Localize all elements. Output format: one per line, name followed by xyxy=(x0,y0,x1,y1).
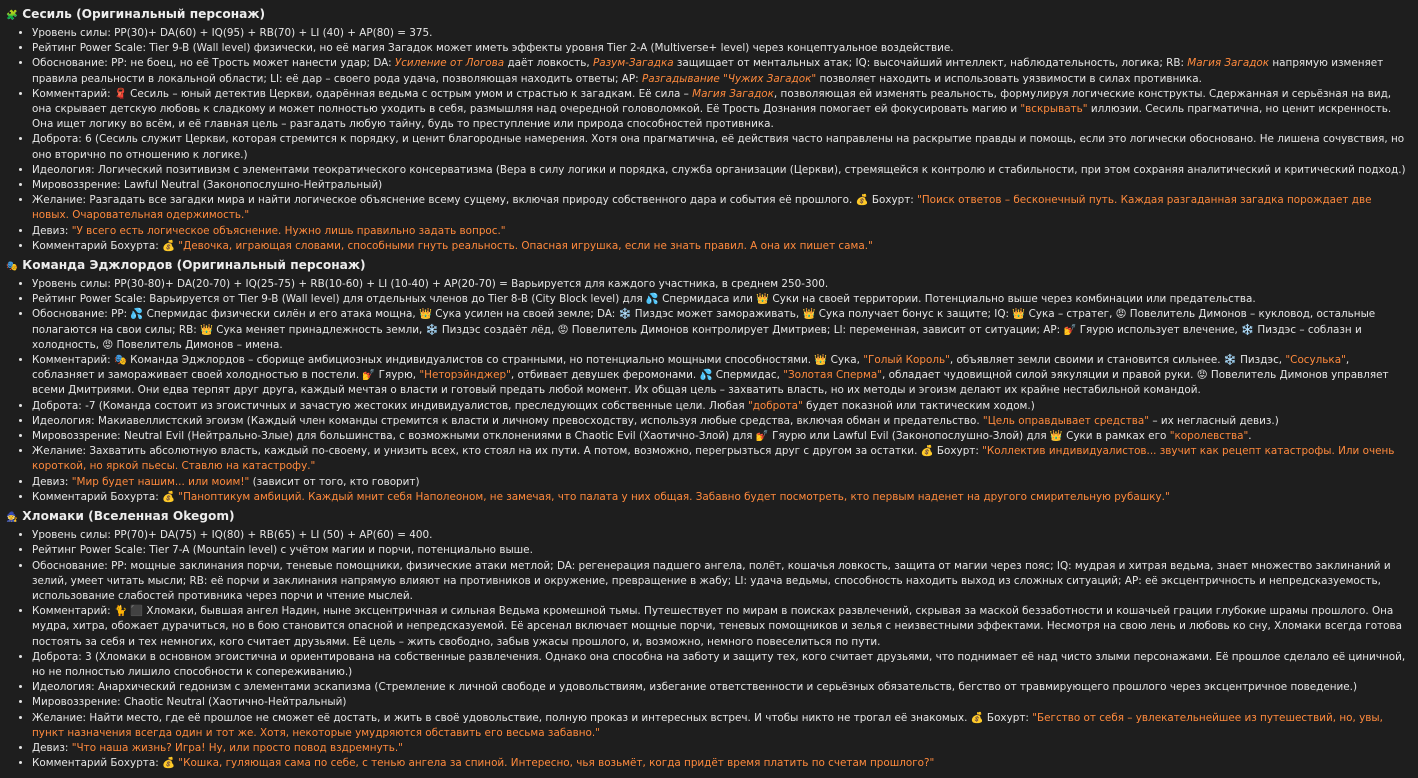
item-label: Идеология: xyxy=(32,414,95,427)
item-text xyxy=(72,742,403,754)
list-item xyxy=(32,353,1408,399)
item-label: Желание: xyxy=(32,711,87,724)
highlight-text: "Паноптикум амбиций. Каждый мнит себя Наполеоном, не замечая, что палата у них общая. Забавно будет посмотреть, кто первым наденет на другого смирительную рубашку." xyxy=(178,490,1170,503)
highlight-text: "Кошка, гуляющая сама по себе, с тенью ангела за спиной. Интересно, чья возьмёт, когда придёт время платить по счетам прошлого?" xyxy=(178,757,935,770)
list-item xyxy=(32,307,1408,353)
list-item xyxy=(32,429,1408,444)
item-label: Комментарий: xyxy=(32,354,111,367)
item-text: Lawful Neutral (Законопослушно-Нейтральный) xyxy=(123,179,383,192)
list-item xyxy=(32,695,1408,710)
item-label: Идеология: xyxy=(32,163,95,176)
list-item xyxy=(32,741,1408,756)
item-label: Доброта: xyxy=(32,399,82,412)
item-text: PP: не боец, но её Трость может нанести удар; DA: Усиление от Логова даёт ловкость, Разум-Загадка защищает от ментальных атак; IQ: высочайший интеллект, наблюдательность, логика; RB: Магия Загадок напрямую изменяет правила реальности в локальной области; LI: её дар – своего рода удача, позволяющая находить ответы; AP: Разгадывание "Чужих Загадок" позволяет находить и использовать уязвимости в силах противника. xyxy=(32,57,1384,85)
list-item xyxy=(32,559,1408,605)
item-text: 🧣 Сесиль – юный детектив Церкви, одарённая ведьма с острым умом и страстью к загадкам. Её сила – Магия Загадок, позволяющая ей изменять реальность, формулируя логические конструкты. Сдержанная и серьёзная на вид, она скрывает детскую любовь к сладкому и может полностью уходить в себя, размышляя над очередной головоломкой. Её Трость Дознания помогает ей фокусировать магию и "вскрывать" иллюзии. Сесиль прагматична, но ценит искренность. Она ищет логику во всём, и её главная цель – разгадать любую тайну, будь то преступление или природа способностей противника. xyxy=(32,87,1392,131)
item-text: Найти место, где её прошлое не сможет её достать, и жить в своё удовольствие, полную проказ и интересных встреч. И чтобы никто не трогал её знакомых. 💰 Бохурт: "Бегство от себя – увлекательнейшее из путешествий, но, увы, пункт назначения всегда один и тот же. Хотя, некоторые умудряются обставить его весьма забавно." xyxy=(32,711,1383,739)
section-title-text: Хломаки (Вселенная Okegom) xyxy=(18,509,235,524)
list-item xyxy=(32,711,1408,741)
section-title-text: Сесиль (Оригинальный персонаж) xyxy=(18,7,266,21)
list-item xyxy=(32,56,1408,86)
item-label: Комментарий: xyxy=(32,87,111,100)
section-list xyxy=(6,528,1408,771)
item-label: Идеология: xyxy=(32,681,95,694)
list-item xyxy=(32,193,1408,223)
list-item xyxy=(32,292,1408,307)
item-label: Рейтинг Power Scale: xyxy=(32,42,146,55)
item-text: Варьируется от Tier 9-B (Wall level) для отдельных членов до Tier 8-B (City Block level) для 💦 Спермидаса или 👑 Суки на своей территории. Потенциально выше через комбинации или предательства. xyxy=(149,293,1256,306)
list-item xyxy=(32,650,1408,680)
highlight-text: "Что наша жизнь? Игра! Ну, или просто повод вздремнуть." xyxy=(71,741,403,754)
item-text: PP: мощные заклинания порчи, теневые помощники, физические атаки метлой; DA: регенерация падшего ангела, полёт, кошачья ловкость, защита от магии через пояс; IQ: мудрая и хитрая ведьма, знает множество заклинаний и зелий, умеет читать мысли; RB: её порчи и заклинания напрямую влияют на противников и окружение, превращение в жабу; LI: удача ведьмы, способность находить выход из сложных ситуаций; AP: её эксцентричность и непредсказуемость, использование слабостей противника через порчи и чтение мыслей. xyxy=(32,559,1391,602)
item-label: Мировоззрение: xyxy=(32,696,121,709)
item-label: Мировоззрение: xyxy=(32,179,121,192)
highlight-text: "доброта" xyxy=(747,399,803,412)
section-title xyxy=(6,257,1408,275)
highlight-text: "Девочка, играющая словами, способными гнуть реальность. Опасная игрушка, если не знать правил. А она их пишет сама." xyxy=(178,239,873,252)
item-label: Рейтинг Power Scale: xyxy=(32,293,146,306)
highlight-text: Магия Загадок xyxy=(1187,57,1270,70)
section-emoji-icon: 🧙 xyxy=(6,512,18,524)
section-list xyxy=(6,277,1408,505)
item-text: 💰 "Девочка, играющая словами, способными гнуть реальность. Опасная игрушка, если не знать правил. А она их пишет сама." xyxy=(162,239,873,252)
highlight-text: "Поиск ответов – бесконечный путь. Каждая разгаданная загадка порождает две новых. Очаровательная одержимость." xyxy=(32,194,1372,222)
item-label: Девиз: xyxy=(32,475,69,488)
item-label: Обоснование: xyxy=(32,308,108,321)
highlight-text: Усиление от Логова xyxy=(394,57,505,70)
section-list xyxy=(6,26,1408,254)
item-text: Tier 9-B (Wall level) физически, но её магия Загадок может иметь эффекты уровня Tier 2-A (Multiverse+ level) через концептуальное воздействие. xyxy=(149,42,954,55)
item-text: 🎭 Команда Эджлордов – сборище амбициозных индивидуалистов со странными, но потенциально мощными способностями. 👑 Сука, "Голый Король", объявляет земли своими и становится сильнее. ❄️ Пиздэс, "Сосулька", соблазняет и замораживает своей холодностью в постели. 💅 Гяурю, "Неторэйнджер", отбивает девушек феромонами. 💦 Спермидас, "Золотая Сперма", обладает чудовищной силой эякуляции и правой руки. 😡 Повелитель Димонов управляет всеми Дмитриями. Они едва терпят друг друга, каждый мечтая о власти и готовый предать любой момент. Их общая цель – захватить власть, но их методы и эгоизм делают их крайне нестабильной командой. xyxy=(32,354,1389,397)
item-label: Комментарий Бохурта: xyxy=(32,239,159,252)
item-text: Макиавеллистский эгоизм (Каждый член команды стремится к власти и личному превосходству, используя любые средства, включая обман и предательство. "Цель оправдывает средства" – их негласный девиз.) xyxy=(97,414,1279,427)
item-label: Комментарий Бохурта: xyxy=(32,490,159,503)
highlight-text: Магия Загадок xyxy=(692,87,774,100)
item-label: Комментарий: xyxy=(32,605,111,618)
item-text: PP: 💦 Спермидас физически силён и его атака мощна, 👑 Сука усилен на своей земле; DA: ❄️ Пиздэс может замораживать, 👑 Сука получает бонус к защите; IQ: 👑 Сука – стратег, 😡 Повелитель Димонов – кукловод, остальные полагаются на свои силы; RB: 👑 Сука меняет принадлежность земли, ❄️ Пиздэс создаёт лёд, 😡 Повелитель Димонов контролирует Дмитриев; LI: переменная, зависит от ситуации; AP: 💅 Гяурю использует влечение, ❄️ Пиздэс – соблазн и холодность, 😡 Повелитель Димонов – имена. xyxy=(32,308,1376,351)
item-label: Доброта: xyxy=(32,133,82,146)
item-text: Анархический гедонизм с элементами эскапизма (Стремление к личной свободе и удовольствиям, избегание ответственности и серьёзных обязательств, бегство от травмирующего прошлого через эксцентричное поведение.) xyxy=(97,681,1358,694)
highlight-text: "Золотая Сперма" xyxy=(783,369,882,382)
item-text: Разгадать все загадки мира и найти логическое объяснение всему сущему, включая природу собственного дара и события её прошлого. 💰 Бохурт: "Поиск ответов – бесконечный путь. Каждая разгаданная загадка порождает две новых. Очаровательная одержимость." xyxy=(32,194,1372,222)
item-label: Комментарий Бохурта: xyxy=(32,757,159,770)
item-label: Девиз: xyxy=(32,741,69,754)
list-item xyxy=(32,543,1408,558)
item-label: Доброта: xyxy=(32,650,82,663)
item-text: 6 (Сесиль служит Церкви, которая стремится к порядку, и ценит благородные намерения. Хотя она прагматична, её действия часто направлены на раскрытие правды и помощь, если это логически обосновано. Не лишена сочувствия, но оно вторично по отношению к логике.) xyxy=(32,133,1405,161)
section-emoji-icon: 🎭 xyxy=(6,261,18,273)
list-item xyxy=(32,604,1408,650)
item-text: PP(70)+ DA(75) + IQ(80) + RB(65) + LI (50) + AP(60) = 400. xyxy=(114,529,433,542)
item-text: Neutral Evil (Нейтрально-Злые) для большинства, с возможными отклонениями в Chaotic Evil (Хаотично-Злой) для 💅 Гяурю или Lawful Evil (Законопослушно-Злой) для 👑 Суки в рамках его "королевства". xyxy=(123,430,1252,443)
item-text: -7 (Команда состоит из эгоистичных и зачастую жестоких индивидуалистов, преследующих собственные цели. Любая "доброта" будет показной или тактическим ходом.) xyxy=(85,399,1035,412)
highlight-text: "Бегство от себя – увлекательнейшее из путешествий, но, увы, пункт назначения всегда один и тот же. Хотя, некоторые умудряются обставить его весьма забавно." xyxy=(32,711,1383,739)
item-text: Chaotic Neutral (Хаотично-Нейтральный) xyxy=(123,696,347,709)
list-item xyxy=(32,163,1408,178)
list-item xyxy=(32,444,1408,474)
list-item xyxy=(32,680,1408,695)
list-item xyxy=(32,87,1408,133)
list-item xyxy=(32,277,1408,292)
highlight-text: "Неторэйнджер" xyxy=(419,369,511,382)
highlight-text: "Цель оправдывает средства" xyxy=(982,414,1150,427)
list-item xyxy=(32,414,1408,429)
item-text xyxy=(72,225,506,237)
item-label: Обоснование: xyxy=(32,559,108,572)
item-text: Захватить абсолютную власть, каждый по-своему, и унизить всех, кто стоял на их пути. А потом, возможно, перегрызться друг с другом за остатки. 💰 Бохурт: "Коллектив индивидуалистов... звучит как рецепт катастрофы. Или очень короткой, но яркой пьесы. Ставлю на катастрофу." xyxy=(32,445,1395,473)
list-item xyxy=(32,490,1408,505)
section-title xyxy=(6,6,1408,24)
list-item xyxy=(32,224,1408,239)
highlight-text: Разум-Загадка xyxy=(593,57,674,70)
item-text: "Мир будет нашим... или моим!" (зависит от того, кто говорит) xyxy=(71,475,420,488)
highlight-text: "Коллектив индивидуалистов... звучит как рецепт катастрофы. Или очень короткой, но яркой пьесы. Ставлю на катастрофу." xyxy=(32,445,1395,473)
item-label: Рейтинг Power Scale: xyxy=(32,544,146,557)
highlight-text: "Голый Король" xyxy=(863,354,950,367)
item-label: Уровень силы: xyxy=(32,529,111,542)
item-text: Tier 7-A (Mountain level) с учётом магии и порчи, потенциально выше. xyxy=(149,544,533,557)
list-item xyxy=(32,756,1408,771)
item-text: 3 (Хломаки в основном эгоистична и ориентирована на собственные развлечения. Однако она способна на заботу и защиту тех, кого считает друзьями, что поднимает её над чисто злыми персонажами. Её прошлое сделало её циничной, но не полностью лишило способности к сопереживанию.) xyxy=(32,650,1406,678)
item-text: 🐈 ⬛ Хломаки, бывшая ангел Надин, ныне эксцентричная и сильная Ведьма кромешной тьмы. Путешествует по мирам в поисках развлечений, скрывая за маской беззаботности и кошачьей грации глубокие шрамы прошлого. Она мудра, хитра, обожает дурачиться, но в бою становится опасной и непредсказуемой. Её арсенал включает мощные порчи, теневых помощников и зелья с неизвестными эффектами. Несмотря на свою лень и любовь ко сну, Хломаки всегда готова постоять за себя и тех немногих, кого считает друзьями. Её цель – жить свободно, забыв ужасы прошлого, и, возможно, немного повеселиться по пути. xyxy=(32,605,1402,648)
list-item xyxy=(32,528,1408,543)
item-label: Уровень силы: xyxy=(32,27,111,39)
section-title xyxy=(6,508,1408,526)
section-emoji-icon: 🧩 xyxy=(6,10,18,21)
item-label: Мировоззрение: xyxy=(32,430,121,443)
item-text: 💰 "Кошка, гуляющая сама по себе, с тенью ангела за спиной. Интересно, чья возьмёт, когда придёт время платить по счетам прошлого?" xyxy=(162,757,935,770)
item-text: 💰 "Паноптикум амбиций. Каждый мнит себя Наполеоном, не замечая, что палата у них общая. Забавно будет посмотреть, кто первым наденет на другого смирительную рубашку." xyxy=(162,490,1170,503)
list-item xyxy=(32,475,1408,490)
highlight-text: "Сосулька" xyxy=(1285,354,1346,367)
item-label: Желание: xyxy=(32,445,87,458)
list-item xyxy=(32,41,1408,56)
list-item xyxy=(32,178,1408,193)
item-text: PP(30)+ DA(60) + IQ(95) + RB(70) + LI (40) + AP(80) = 375. xyxy=(114,27,433,39)
highlight-text: "королевства" xyxy=(1169,430,1249,443)
highlight-text: "У всего есть логическое объяснение. Нужно лишь правильно задать вопрос." xyxy=(71,224,506,237)
list-item xyxy=(32,26,1408,41)
highlight-text: "Мир будет нашим... или моим!" xyxy=(71,475,250,488)
list-item xyxy=(32,399,1408,414)
highlight-text: Разгадывание "Чужих Загадок" xyxy=(641,72,817,85)
list-item xyxy=(32,132,1408,162)
item-label: Обоснование: xyxy=(32,57,108,70)
highlight-text: "вскрывать" xyxy=(1020,103,1088,116)
section-title-text: Команда Эджлордов (Оригинальный персонаж) xyxy=(18,258,366,273)
item-text: PP(30-80)+ DA(20-70) + IQ(25-75) + RB(10-60) + LI (10-40) + AP(20-70) = Варьируется для каждого участника, в среднем 250-300. xyxy=(114,278,829,291)
item-label: Желание: xyxy=(32,194,87,207)
item-label: Уровень силы: xyxy=(32,278,111,291)
item-label: Девиз: xyxy=(32,224,69,237)
item-text: Логический позитивизм с элементами теократического консерватизма (Вера в силу логики и порядка, служба организации (Церкви), стремящейся к контролю и стабильности, при этом сохраняя аналитический и критический подход.) xyxy=(97,163,1406,176)
list-item xyxy=(32,239,1408,254)
